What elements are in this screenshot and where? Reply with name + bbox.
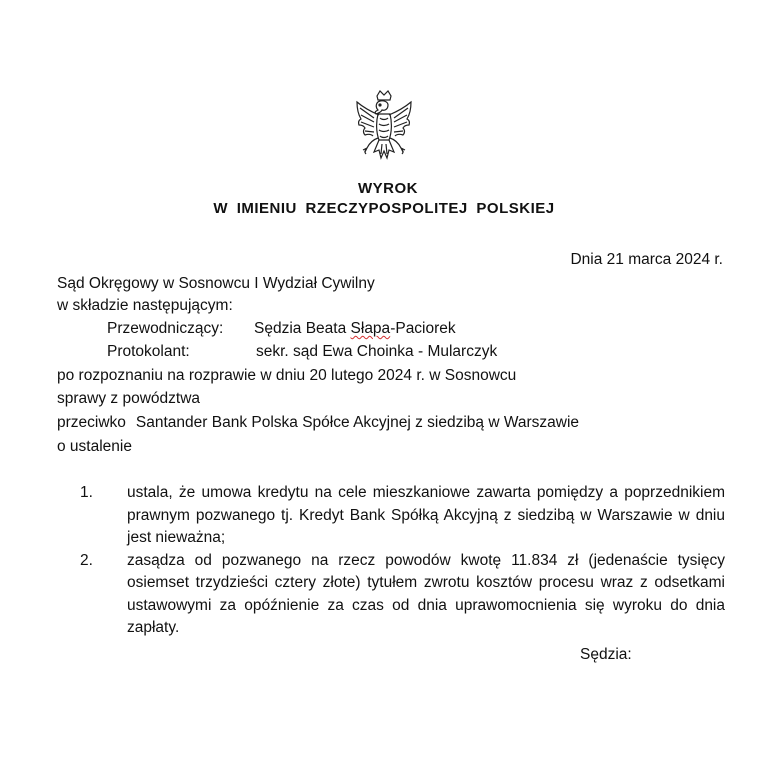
chair-surname-spellcheck: Słapa bbox=[350, 320, 391, 337]
ruling-item bbox=[80, 550, 725, 640]
ruling-text: zasądza od pozwanego na rzecz powodów kwotę 11.834 zł (jedenaście tysięcy osiemset trzydzieści cztery złote) tytułem zwrotu kosztów procesu wraz z odsetkami ustawowymi za opóźnienie za czas od dnia uprawomocnienia się wyroku do dnia zapłaty. bbox=[127, 551, 725, 636]
clerk-label: Protokolant: bbox=[107, 343, 190, 360]
defendant-line bbox=[57, 413, 579, 433]
ruling-number: 2. bbox=[80, 551, 93, 569]
chair-label: Przewodniczący: bbox=[107, 320, 224, 337]
ruling-number: 1. bbox=[80, 484, 93, 501]
hearing-line: po rozpoznaniu na rozprawie w dniu 20 lutego 2024 r. w Sosnowcu bbox=[57, 367, 517, 384]
clerk-name: sekr. sąd Ewa Choinka - Mularczyk bbox=[256, 343, 498, 360]
ruling-item bbox=[80, 482, 725, 550]
chair-name bbox=[254, 319, 456, 339]
rulings-list bbox=[80, 482, 725, 640]
clerk-row bbox=[107, 342, 498, 362]
signature-label: Sędzia: bbox=[580, 646, 632, 663]
against-label: przeciwko bbox=[57, 414, 126, 431]
judgment-date: Dnia 21 marca 2024 r. bbox=[570, 251, 723, 268]
subject-line: o ustalenie bbox=[57, 438, 132, 455]
judgment-title: WYROK bbox=[358, 180, 418, 197]
chair-row bbox=[107, 319, 456, 339]
action-line: sprawy z powództwa bbox=[57, 390, 201, 407]
court-name: Sąd Okręgowy w Sosnowcu I Wydział Cywilny bbox=[57, 275, 375, 292]
ruling-text: ustala, że umowa kredytu na cele mieszkaniowe zawarta pomiędzy a poprzednikiem prawnym pozwanego tj. Kredyt Bank Spółką Akcyjną z siedzibą w Warszawie w dniu jest nieważna; bbox=[127, 484, 725, 546]
polish-eagle-emblem-icon bbox=[352, 88, 416, 172]
chair-title: Sędzia Beata bbox=[254, 320, 347, 337]
chair-surname-rest: -Paciorek bbox=[390, 320, 456, 337]
defendant-name: Santander Bank Polska Spółce Akcyjnej z siedzibą w Warszawie bbox=[135, 414, 580, 431]
composition-label: w składzie następującym: bbox=[57, 297, 233, 314]
judgment-subtitle: W IMIENIU RZECZYPOSPOLITEJ POLSKIEJ bbox=[213, 200, 555, 217]
